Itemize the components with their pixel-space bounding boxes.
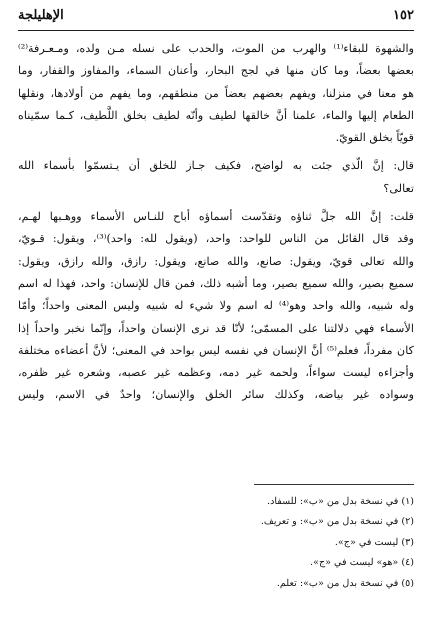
text-line: تعالى؟	[383, 181, 414, 195]
text-line: بعضها بعضاً، وما كان منها في لجج البحار، وأعنان السماء، والمفاوز والقفار، وما	[18, 64, 414, 78]
paragraph-3	[18, 206, 414, 407]
text-line: هو معنا في منزلنا، ويفهم بعضهم بعضاً من منطقهم، وما يفهم من أولادها، ونقلها	[18, 86, 414, 100]
text-line: والله تعالى قويّ، ويقول: صانع، والله صانع، ويقول: رازق، والله رازق، ويقول:	[18, 254, 414, 268]
footnotes	[18, 492, 414, 594]
running-title: الإهليلجة	[18, 8, 64, 23]
text-line: وأجزاءه ليست سواءاً، ولحمه غير دمه، وعظمه غير عصبه، وشعره غير ظفره،	[18, 366, 414, 380]
footnote: (٥) في نسخة بدل من «ب»: تعلم.	[276, 577, 414, 589]
header-rule	[18, 30, 414, 31]
paragraph-2	[18, 155, 414, 200]
text-line: سميع بصير، والله سميع بصير، وما أشبه ذلك، فمن قال للإنسان: واحد، فهذا له اسم	[18, 276, 414, 290]
footnote: (٤) «هو» ليست في «ج».	[310, 557, 414, 569]
text-line: قلت: إنَّ الله جلَّ ثناؤه وتقدّست أسماؤه أباح للنـاس الأسماء ووهـبها لهـم،	[18, 210, 414, 224]
footnote-rule	[254, 484, 414, 485]
paragraph-1	[18, 38, 414, 149]
text-line: الطعام إليها والماء، علمنا أنَّ خالقها لطيف وأنّه لطيف بخلق اللَّطيف، كـما سمّيناه	[18, 108, 414, 122]
text-line: كان مفرداً، فعلم⁽⁵⁾ أنَّ الإنسان في نفسه ليس بواحد في المعنى؛ لأنَّ أعضاءه مختلفة	[18, 343, 414, 357]
text-line: والشهوة للبقاء⁽¹⁾ والهرب من الموت، والحدب على نسله مـن ولده، ومـعـرفة⁽²⁾	[18, 42, 414, 55]
footnote: (٢) في نسخة بدل من «ب»: و تعريف.	[260, 516, 414, 528]
text-line: وسواده غير بياضه، وكذلك سائر الخلق والإنسان؛ واحدٌ في الاسم، وليس	[18, 388, 414, 402]
text-line: وقد قال القائل من الناس للواحد: واحد، (ويقول لله: واحد)⁽³⁾، ويقول: قـويّ،	[18, 232, 414, 246]
text-line: قويّاً بخلق القويّ.	[335, 131, 414, 145]
page-header	[18, 8, 414, 28]
text-line: قال: إنَّ الّذي جئت به لواضح، فكيف جـاز للخلق أن يـتسمّوا بأسماء الله	[18, 159, 414, 173]
text-line: وله شبيه، والله واحد وهو⁽⁴⁾ له اسم ولا شيء له شبيه وليس المعنى واحداً؛ وأمّا	[18, 299, 414, 313]
footnote: (١) في نسخة بدل من «ب»: للسفاد.	[267, 496, 414, 507]
footnote: (٣) ليست في «ج».	[334, 536, 414, 548]
main-text	[18, 38, 414, 407]
page-number: ١٥٢	[393, 8, 414, 23]
text-line: الأسماء فهي دلالتنا على المسمّى؛ لأنّا قد نرى الإنسان واحداً، وإنّما نخبر واحداً إذا	[18, 321, 414, 335]
